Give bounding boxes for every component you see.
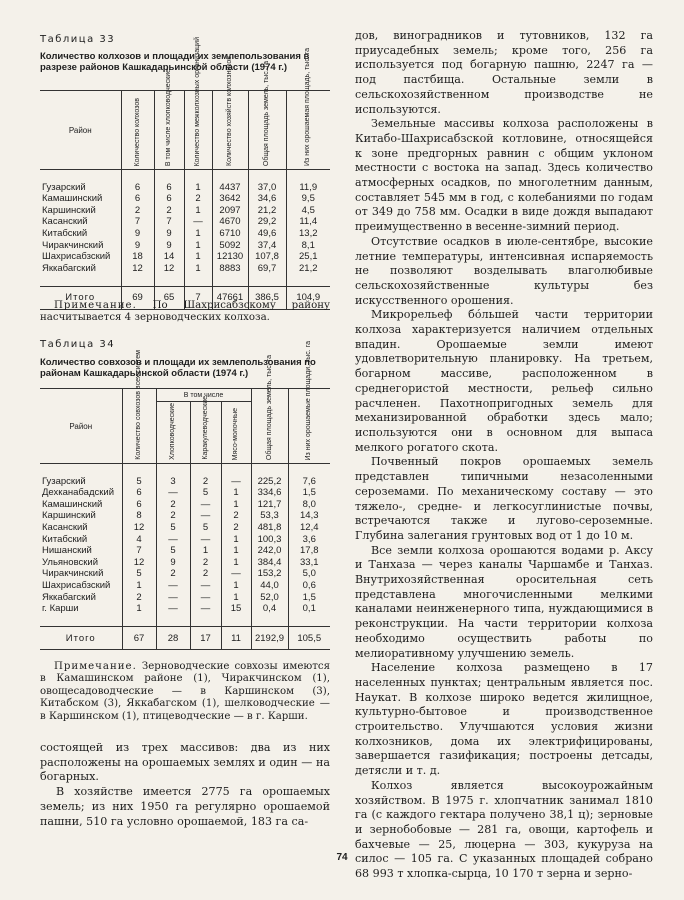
paragraph: Земельные массивы колхоза расположены в Китабо-Шахрисабзской котловине, относящейся к зоне предгорных равнин с общим уклоном местности с востока на запад. Здесь количество атмосферных осадков, по многолетним данным, составляет 545 мм в год, с колебаниями по годам от 349 до 758 мм. Осадки в виде дождя выпадают преимущественно в весенне-зимний период. <box>355 117 653 234</box>
district-cell: г. Карши <box>42 603 79 615</box>
value-cell: 12,4 <box>288 522 330 534</box>
value-cell: 52,0 <box>251 592 288 604</box>
value-cell: 1 <box>184 251 212 263</box>
value-cell: — <box>156 487 190 499</box>
value-cell: 11,9 <box>286 182 330 194</box>
value-cell: 384,4 <box>251 557 288 569</box>
district-cell: Нишанский <box>42 545 92 557</box>
value-cell: 1 <box>122 603 156 615</box>
value-cell: — <box>156 534 190 546</box>
value-cell: 21,2 <box>286 263 330 275</box>
value-cell: 37,4 <box>248 240 286 252</box>
paragraph: Население колхоза размещено в 17 населенных пунктах; центральным является пос. Наукат. В колхозе широко ведется жилищное, культурно-бытовое и производственное строительство. Улучшаются условия жизни колхозников, дома их электрифицированы, завершается газификация; построены детсады, детясли и т. д. <box>355 661 653 778</box>
value-cell: 100,3 <box>251 534 288 546</box>
value-cell: 12 <box>122 557 156 569</box>
value-cell: 44,0 <box>251 580 288 592</box>
table-33-header: Количество межколхозных организаций <box>184 91 212 170</box>
left-body-text <box>40 741 330 829</box>
table-row <box>40 228 330 240</box>
value-cell: 121,7 <box>251 499 288 511</box>
value-cell: 1,5 <box>288 592 330 604</box>
value-cell: 4,5 <box>286 205 330 217</box>
value-cell: — <box>190 580 221 592</box>
total-label: Итого <box>40 286 121 309</box>
value-cell: 1 <box>221 545 251 557</box>
paragraph: Колхоз является высокоурожайным хозяйством. В 1975 г. хлопчатник занимал 1810 га (с каждого гектара получено 38,1 ц); зерновые и зернобобовые — 281 га, овощи, картофель и бахчевые — 25, люцерна — 303, кукуруза на силос — 105 га. С указанных площадей собрано 68 993 т хлопка-сырца, 10 170 т зерна и зерно- <box>355 778 653 881</box>
value-cell: 5 <box>122 476 156 488</box>
value-cell: 153,2 <box>251 568 288 580</box>
value-cell: 107,8 <box>248 251 286 263</box>
value-cell: 2097 <box>212 205 248 217</box>
value-cell: 1 <box>221 557 251 569</box>
value-cell: 25,1 <box>286 251 330 263</box>
table-row <box>40 182 330 194</box>
table-34-header: Из них орошаемые площади, тыс. га <box>288 389 330 464</box>
district-cell: Китабский <box>42 227 88 239</box>
value-cell: 8883 <box>212 263 248 275</box>
value-cell: 7 <box>154 216 184 228</box>
note-text: Зерноводческие совхозы имеются в Камашинском районе (1), Чиракчинском (1), овощесадоводческие — в Каршинском (3), Китабском (3), Яккабагском (1), шелководческие — в Каршинском (1), птицеводческие — в г. Карши. <box>40 661 330 722</box>
district-cell: Гузарский <box>42 475 86 487</box>
value-cell: 5092 <box>212 240 248 252</box>
district-cell: Шахрисабзский <box>42 579 111 591</box>
value-cell: 7 <box>122 545 156 557</box>
value-cell: 5 <box>156 545 190 557</box>
value-cell: 1 <box>184 263 212 275</box>
value-cell: 6 <box>154 182 184 194</box>
value-cell: 5 <box>122 568 156 580</box>
total-value: 17 <box>190 627 221 650</box>
total-value: 386,5 <box>248 286 286 309</box>
district-cell: Каршинский <box>42 510 96 522</box>
value-cell: 1 <box>190 545 221 557</box>
value-cell: 8,0 <box>288 499 330 511</box>
value-cell: 2 <box>154 205 184 217</box>
value-cell: 12 <box>122 522 156 534</box>
value-cell: — <box>190 499 221 511</box>
table-row <box>40 205 330 217</box>
value-cell: 6 <box>154 193 184 205</box>
table-34-total-row <box>40 627 330 650</box>
value-cell: 5 <box>156 522 190 534</box>
value-cell: 5,0 <box>288 568 330 580</box>
district-cell: Китабский <box>42 533 88 545</box>
value-cell: 9 <box>156 557 190 569</box>
table-34-header: Количество совхозов всех систем <box>122 389 156 464</box>
value-cell: 9 <box>121 228 154 240</box>
value-cell: 8,1 <box>286 240 330 252</box>
value-cell: 9,5 <box>286 193 330 205</box>
value-cell: 12130 <box>212 251 248 263</box>
total-value: 47661 <box>212 286 248 309</box>
district-cell: Яккабагский <box>42 262 96 274</box>
table-33-header: Количество колхозов <box>121 91 154 170</box>
paragraph: Отсутствие осадков в июле-сентябре, высокие летние температуры, интенсивная испаряемость не позволяют возделывать влаголюбивые сельскохозяйственные культуры без искусственного орошения. <box>355 234 653 307</box>
value-cell: 2 <box>190 568 221 580</box>
value-cell: 6 <box>122 499 156 511</box>
table-34-note <box>40 661 330 723</box>
district-cell: Шахрисабзский <box>42 251 111 263</box>
value-cell: 8 <box>122 510 156 522</box>
district-cell: Дехканабадский <box>42 487 115 499</box>
table-row <box>40 193 330 205</box>
value-cell: 15 <box>221 603 251 615</box>
paragraph: В хозяйстве имеется 2775 га орошаемых земель; из них 1950 га регулярно орошаемой пашни, 510 га условно орошаемой, 183 га са- <box>40 785 330 828</box>
value-cell: 7 <box>121 216 154 228</box>
table-row <box>40 557 330 569</box>
paragraph: состоящей из трех массивов: два из них расположены на орошаемых землях и один — на богарных. <box>40 741 330 784</box>
value-cell: 4437 <box>212 182 248 194</box>
district-cell: Ульяновский <box>42 556 99 568</box>
value-cell: 2 <box>156 499 190 511</box>
value-cell: 29,2 <box>248 216 286 228</box>
table-33-header: Из них орошаемая площадь, тыс. га <box>286 91 330 170</box>
value-cell: 18 <box>121 251 154 263</box>
note-lead: Примечание. <box>54 300 137 311</box>
value-cell: 2 <box>122 592 156 604</box>
value-cell: 12 <box>121 263 154 275</box>
table-33-body <box>40 182 330 275</box>
district-cell: Гузарский <box>42 181 86 193</box>
value-cell: 11,4 <box>286 216 330 228</box>
value-cell: 33,1 <box>288 557 330 569</box>
table-34-header: Мясо-молочные <box>221 402 251 464</box>
total-value: 69 <box>121 286 154 309</box>
right-body-text <box>355 29 653 882</box>
table-33-header: В том числе хлопководческие <box>154 91 184 170</box>
value-cell: 2 <box>221 510 251 522</box>
value-cell: 13,2 <box>286 228 330 240</box>
value-cell: 2 <box>190 476 221 488</box>
value-cell: 3642 <box>212 193 248 205</box>
district-cell: Касанский <box>42 521 88 533</box>
district-cell: Яккабагский <box>42 591 96 603</box>
total-label: Итого <box>40 627 122 650</box>
paragraph: дов, виноградников и тутовников, 132 га приусадебных земель; кроме того, 256 га используется под богарную пашню, 2247 га — под пастбища. Остальные земли в сельскохозяйственном производстве не используются. <box>355 29 653 116</box>
value-cell: 17,8 <box>288 545 330 557</box>
value-cell: 1 <box>122 580 156 592</box>
value-cell: 225,2 <box>251 476 288 488</box>
page-number: 74 <box>336 852 348 863</box>
note-lead: Примечание. <box>54 661 137 672</box>
value-cell: — <box>221 568 251 580</box>
table-34-body <box>40 476 330 615</box>
table-row <box>40 603 330 615</box>
value-cell: 1 <box>184 228 212 240</box>
total-value: 28 <box>156 627 190 650</box>
district-cell: Камашинский <box>42 498 103 510</box>
table-row <box>40 216 330 228</box>
value-cell: 1,5 <box>288 487 330 499</box>
value-cell: 1 <box>221 580 251 592</box>
total-value: 104,9 <box>286 286 330 309</box>
value-cell: 334,6 <box>251 487 288 499</box>
table-row <box>40 476 330 488</box>
value-cell: 242,0 <box>251 545 288 557</box>
total-value: 67 <box>122 627 156 650</box>
value-cell: 69,7 <box>248 263 286 275</box>
value-cell: — <box>190 603 221 615</box>
value-cell: — <box>190 592 221 604</box>
table-row <box>40 545 330 557</box>
value-cell: 2 <box>184 193 212 205</box>
value-cell: — <box>156 580 190 592</box>
value-cell: 37,0 <box>248 182 286 194</box>
value-cell: 49,6 <box>248 228 286 240</box>
value-cell: 0,1 <box>288 603 330 615</box>
table-34-title: Таблица 34 <box>40 339 116 350</box>
table-34-header: Общая площадь земель, тыс. га <box>251 389 288 464</box>
value-cell: — <box>190 510 221 522</box>
value-cell: 2 <box>221 522 251 534</box>
value-cell: — <box>156 592 190 604</box>
paragraph: Почвенный покров орошаемых земель представлен типичными незасоленными сероземами. По механическому составу — это тяжело-, средне- и легкосуглинистые почвы, встречаются также и лугово-сероземные. Глубина залегания грунтовых вод от 1 до 10 м. <box>355 455 653 542</box>
value-cell: 34,6 <box>248 193 286 205</box>
table-row <box>40 568 330 580</box>
table-row <box>40 499 330 511</box>
table-34-header-district: Район <box>40 389 122 464</box>
value-cell: 1 <box>184 182 212 194</box>
value-cell: 2 <box>156 568 190 580</box>
table-row <box>40 263 330 275</box>
value-cell: — <box>184 216 212 228</box>
value-cell: 3,6 <box>288 534 330 546</box>
table-33-note <box>40 300 330 325</box>
value-cell: 2 <box>156 510 190 522</box>
value-cell: 481,8 <box>251 522 288 534</box>
table-row <box>40 592 330 604</box>
district-cell: Чиракчинский <box>42 239 104 251</box>
value-cell: 9 <box>154 228 184 240</box>
value-cell: 12 <box>154 263 184 275</box>
total-value: 105,5 <box>288 627 330 650</box>
value-cell: 4 <box>122 534 156 546</box>
total-value: 11 <box>221 627 251 650</box>
value-cell: 5 <box>190 522 221 534</box>
value-cell: 6710 <box>212 228 248 240</box>
table-row <box>40 240 330 252</box>
table-33-header: Общая площадь земель, тыс. га <box>248 91 286 170</box>
value-cell: 6 <box>122 487 156 499</box>
value-cell: 0,4 <box>251 603 288 615</box>
table-33-description: Количество колхозов и площади их землепользования в разрезе районов Кашкадарьинской области (1974 г.) <box>40 51 310 73</box>
total-value: 65 <box>154 286 184 309</box>
value-cell: 9 <box>154 240 184 252</box>
paragraph: Все земли колхоза орошаются водами р. Аксу и Танхаза — через каналы Чаршамбе и Танхаз. Внутрихозяйственная оросительная сеть представлена многочисленными мелкими каналами неинженерного типа, нуждающимися в реконструкции. На части территории колхоза необходимо осуществить работы по мелиоративному улучшению земель. <box>355 543 653 660</box>
value-cell: — <box>221 476 251 488</box>
value-cell: 2 <box>190 557 221 569</box>
table-row <box>40 522 330 534</box>
table-row <box>40 487 330 499</box>
table-34-header: Хлопководческие <box>156 402 190 464</box>
district-cell: Камашинский <box>42 193 103 205</box>
table-33-header: Количество хозяйств колхозников <box>212 91 248 170</box>
district-cell: Каршинский <box>42 204 96 216</box>
paragraph: Микрорельеф бо́льшей части территории колхоза характеризуется наличием отдельных впадин. Орошаемые земли имеют удовлетворительную планировку. На третьем, богарном массиве, расположенном в среднегористой местности, рельеф сильно расчленен. Пахотнопригодных земель для механизированной обработки здесь мало; используются они в основном для выпаса мелкого рогатого скота. <box>355 308 653 454</box>
value-cell: 14 <box>154 251 184 263</box>
table-row <box>40 580 330 592</box>
value-cell: 1 <box>221 499 251 511</box>
table-33-header-district: Район <box>40 91 121 170</box>
table-row <box>40 534 330 546</box>
value-cell: — <box>190 534 221 546</box>
value-cell: 1 <box>221 534 251 546</box>
value-cell: 9 <box>121 240 154 252</box>
table-33-title: Таблица 33 <box>40 34 116 45</box>
value-cell: 6 <box>121 193 154 205</box>
value-cell: 1 <box>221 592 251 604</box>
note-text: По Шахрисабзскому району насчитывается 4 зерноводческих колхоза. <box>40 300 330 324</box>
value-cell: 6 <box>121 182 154 194</box>
value-cell: 14,3 <box>288 510 330 522</box>
value-cell: 1 <box>221 487 251 499</box>
value-cell: 0,6 <box>288 580 330 592</box>
table-row <box>40 510 330 522</box>
value-cell: 4670 <box>212 216 248 228</box>
value-cell: 3 <box>156 476 190 488</box>
district-cell: Касанский <box>42 216 88 228</box>
table-34-description: Количество совхозов и площади их землепользования по районам Кашкадарьинской области (1974 г.) <box>40 357 316 379</box>
value-cell: 5 <box>190 487 221 499</box>
value-cell: 2 <box>121 205 154 217</box>
value-cell: 7,6 <box>288 476 330 488</box>
value-cell: — <box>156 603 190 615</box>
value-cell: 21,2 <box>248 205 286 217</box>
table-row <box>40 251 330 263</box>
value-cell: 1 <box>184 205 212 217</box>
total-value: 2192,9 <box>251 627 288 650</box>
value-cell: 1 <box>184 240 212 252</box>
value-cell: 53,3 <box>251 510 288 522</box>
table-34-header: Каракулеводческие <box>190 402 221 464</box>
district-cell: Чиракчинский <box>42 568 104 580</box>
table-34-header-group: В том числе <box>156 389 251 402</box>
total-value: 7 <box>184 286 212 309</box>
